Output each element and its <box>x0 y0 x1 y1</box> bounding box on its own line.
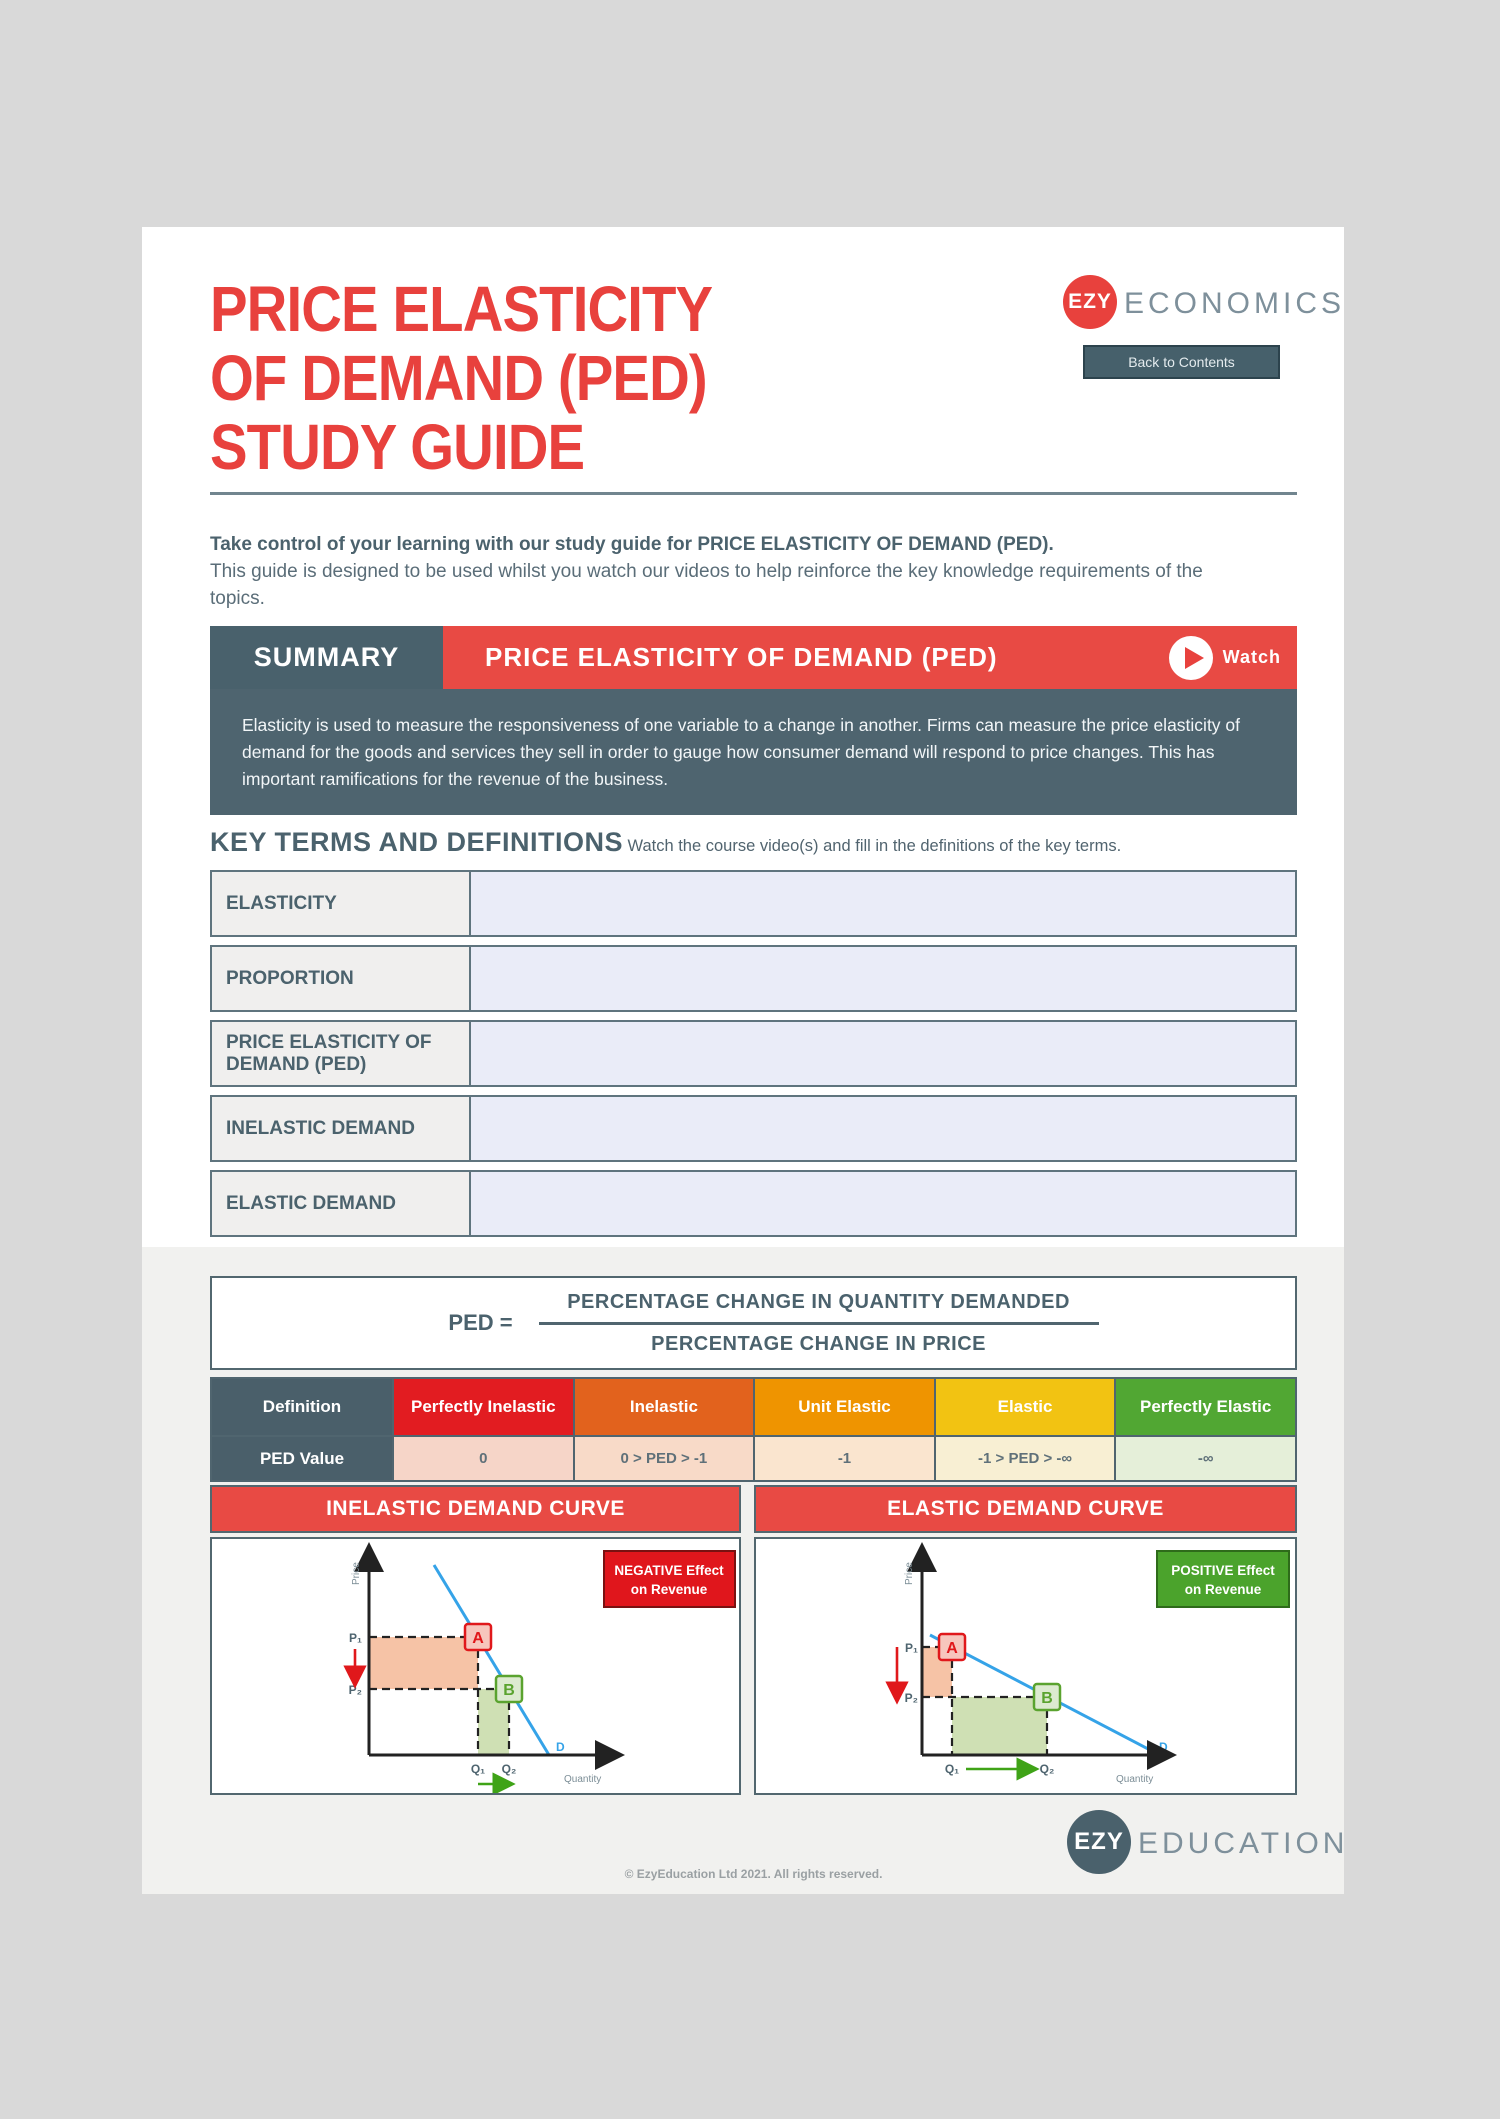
elastic-demand-chart <box>754 1537 1297 1795</box>
definition-input-cell[interactable] <box>471 1020 1297 1087</box>
summary-tab: SUMMARY <box>210 626 443 689</box>
summary-title-text: PRICE ELASTICITY OF DEMAND (PED) <box>485 642 998 672</box>
inelastic-demand-chart <box>210 1537 741 1795</box>
x-axis-label: Quantity <box>1116 1774 1154 1785</box>
page-title-line2: OF DEMAND (PED) <box>210 342 707 414</box>
inelastic-demand-svg <box>212 1539 739 1793</box>
page-title-line1: PRICE ELASTICITY <box>210 273 713 345</box>
negative-effect-box <box>604 1551 735 1607</box>
formula-numerator: PERCENTAGE CHANGE IN QUANTITY DEMANDED <box>567 1290 1070 1313</box>
q1-label: Q₁ <box>944 1762 960 1776</box>
summary-banner-title <box>443 626 1297 689</box>
point-b-label: B <box>503 1682 515 1699</box>
table-row <box>210 1095 1297 1162</box>
column-header: Inelastic <box>574 1378 755 1436</box>
q1-label: Q₁ <box>470 1762 486 1776</box>
p2-label: P₂ <box>348 1683 362 1697</box>
ped-value-cell: 0 <box>393 1436 574 1481</box>
y-axis-label: Price <box>351 1562 362 1585</box>
term-label: PRICE ELASTICITY OF DEMAND (PED) <box>210 1020 471 1087</box>
elastic-chart-banner: ELASTIC DEMAND CURVE <box>754 1485 1297 1533</box>
fraction-bar <box>539 1322 1099 1325</box>
effect-line2: on Revenue <box>630 1582 708 1597</box>
x-axis-label: Quantity <box>564 1774 602 1785</box>
term-label: INELASTIC DEMAND <box>210 1095 471 1162</box>
definition-input-cell[interactable] <box>471 1095 1297 1162</box>
lost-revenue-area <box>369 1637 478 1689</box>
definition-input-cell[interactable] <box>471 870 1297 937</box>
p2-label: P₂ <box>904 1691 918 1705</box>
copyright-text: © EzyEducation Ltd 2021. All rights reserved. <box>624 1867 883 1881</box>
page-title-line3: STUDY GUIDE <box>210 411 585 483</box>
term-label: ELASTICITY <box>210 870 471 937</box>
ezy-badge-text: EZY <box>1068 290 1112 313</box>
p1-label: P₁ <box>349 1631 362 1645</box>
ped-formula-box <box>210 1276 1297 1370</box>
intro-bold-line: Take control of your learning with our study guide for PRICE ELASTICITY OF DEMAND (PED). <box>210 534 1054 555</box>
table-row <box>210 945 1297 1012</box>
key-terms-table <box>210 870 1297 1237</box>
term-label: ELASTIC DEMAND <box>210 1170 471 1237</box>
ped-definition-table <box>210 1377 1297 1482</box>
economics-wordmark: ECONOMICS <box>1124 287 1346 320</box>
q2-label: Q₂ <box>1039 1762 1055 1776</box>
column-header: Perfectly Elastic <box>1115 1378 1296 1436</box>
elastic-demand-svg <box>756 1539 1295 1793</box>
back-to-contents-label: Back to Contents <box>1128 354 1235 370</box>
summary-body: Elasticity is used to measure the responsiveness of one variable to a change in another. Firms can measure the price elasticity of demand for the goods and services they sell in order to gauge how consumer demand will respond to price changes. This has important ramifications for the revenue of the business. <box>210 689 1297 815</box>
back-to-contents-button[interactable] <box>1083 345 1280 379</box>
title-divider <box>210 492 1297 495</box>
education-wordmark: EDUCATION <box>1138 1827 1349 1860</box>
effect-line1: POSITIVE Effect <box>1171 1563 1275 1578</box>
ped-value-cell: -∞ <box>1115 1436 1296 1481</box>
ped-value-cell: -1 > PED > -∞ <box>935 1436 1116 1481</box>
watch-label: Watch <box>1222 647 1281 667</box>
definition-header: Definition <box>211 1378 393 1436</box>
ped-value-cell: -1 <box>754 1436 935 1481</box>
key-terms-heading <box>210 827 1297 858</box>
ped-value-header: PED Value <box>211 1436 393 1481</box>
key-terms-subtitle: Watch the course video(s) and fill in the definitions of the key terms. <box>627 837 1122 855</box>
intro-paragraph <box>210 531 1240 612</box>
formula-denominator: PERCENTAGE CHANGE IN PRICE <box>651 1332 987 1355</box>
q2-label: Q₂ <box>501 1762 517 1776</box>
ezy-badge-text: EZY <box>1074 1828 1124 1855</box>
ezy-education-logo-icon <box>1067 1810 1131 1874</box>
p1-label: P₁ <box>905 1641 918 1655</box>
formula-lhs: PED = <box>448 1310 513 1335</box>
point-a-label: A <box>946 1640 958 1657</box>
summary-banner <box>210 626 1297 689</box>
table-row <box>210 870 1297 937</box>
demand-label: D <box>1159 1740 1168 1754</box>
key-terms-title: KEY TERMS AND DEFINITIONS <box>210 827 624 857</box>
column-header: Unit Elastic <box>754 1378 935 1436</box>
column-header: Elastic <box>935 1378 1116 1436</box>
y-axis-label: Price <box>904 1562 915 1585</box>
formula-fraction <box>539 1291 1099 1356</box>
point-b-label: B <box>1041 1690 1053 1707</box>
intro-body-text: This guide is designed to be used whilst you watch our videos to help reinforce the key knowledge requirements of the topics. <box>210 561 1203 609</box>
table-row <box>210 1020 1297 1087</box>
column-header: Perfectly Inelastic <box>393 1378 574 1436</box>
effect-line1: NEGATIVE Effect <box>614 1563 724 1578</box>
inelastic-chart-banner: INELASTIC DEMAND CURVE <box>210 1485 741 1533</box>
definition-input-cell[interactable] <box>471 1170 1297 1237</box>
ped-value-cell: 0 > PED > -1 <box>574 1436 755 1481</box>
ezy-economics-logo-icon <box>1063 275 1117 329</box>
term-label: PROPORTION <box>210 945 471 1012</box>
effect-line2: on Revenue <box>1184 1582 1262 1597</box>
demand-label: D <box>556 1740 565 1754</box>
table-row <box>210 1170 1297 1237</box>
definition-input-cell[interactable] <box>471 945 1297 1012</box>
play-icon <box>1169 636 1213 680</box>
point-a-label: A <box>472 1630 484 1647</box>
document-page <box>142 227 1349 1894</box>
positive-effect-box <box>1157 1551 1289 1607</box>
watch-button[interactable] <box>1169 626 1281 689</box>
